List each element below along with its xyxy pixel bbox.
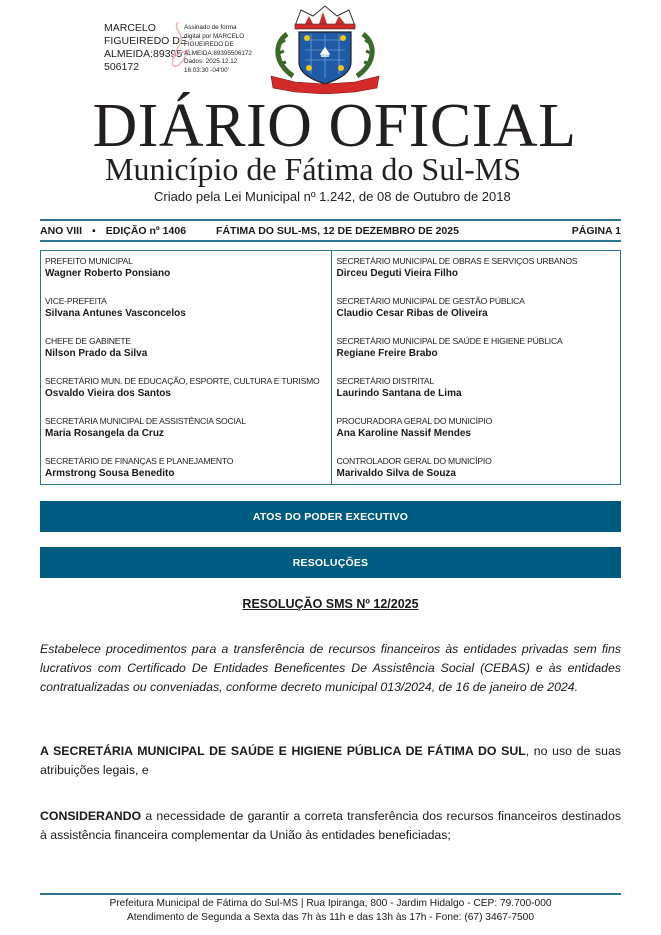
separator-bullet-icon: ▪	[92, 224, 96, 237]
official-role: SECRETÁRIO DISTRITAL	[336, 376, 435, 386]
page-footer	[0, 897, 661, 925]
digital-signature-details	[184, 24, 252, 75]
official-name: Maria Rosangela da Cruz	[45, 428, 164, 439]
coat-of-arms-icon	[265, 4, 385, 94]
official-name: Wagner Roberto Ponsiano	[45, 268, 171, 279]
official-entry	[45, 456, 327, 496]
official-name: Dirceu Deguti Vieira Filho	[336, 268, 459, 279]
resolution-considering	[40, 807, 621, 845]
official-name: Marivaldo Silva de Souza	[336, 468, 456, 479]
official-name: Regiane Freire Brabo	[336, 348, 438, 359]
edition-year: ANO VIII	[40, 224, 83, 237]
footer-hours: Atendimento de Segunda a Sexta das 7h às 11h e das 13h às 17h - Fone: (67) 3467-7500	[126, 912, 535, 923]
masthead-subtitle: Município de Fátima do Sul-MS	[105, 151, 521, 187]
edition-number: EDIÇÃO nº 1406	[105, 224, 187, 237]
considering-keyword: CONSIDERANDO	[40, 809, 142, 823]
resolution-preamble	[40, 742, 621, 780]
signature-detail-line: Dados: 2025.12.12	[184, 58, 238, 65]
official-entry	[337, 256, 617, 296]
official-entry	[45, 376, 327, 416]
official-name: Nilson Prado da Silva	[45, 348, 148, 359]
official-entry	[337, 296, 617, 336]
officials-column-right	[331, 251, 621, 484]
official-entry	[337, 376, 617, 416]
official-name: Laurindo Santana de Lima	[336, 388, 462, 399]
official-entry	[45, 416, 327, 456]
preamble-text: , no uso de suas atribuições legais, e	[40, 744, 621, 777]
signer-line: FIGUEIREDO DE	[104, 35, 187, 47]
official-role: SECRETÁRIO MUN. DE EDUCAÇÃO, ESPORTE, CULTURA E TURISMO	[45, 376, 320, 386]
signature-detail-line: Assinado de forma	[184, 24, 237, 31]
official-entry	[45, 336, 327, 376]
signer-line: ALMEIDA:89395	[104, 48, 183, 60]
footer-address: Prefeitura Municipal de Fátima do Sul-MS | Rua Ipiranga, 800 - Jardim Hidalgo - CEP: 79.700-000	[109, 898, 552, 909]
official-role: PREFEITO MUNICIPAL	[45, 256, 133, 266]
official-role: CONTROLADOR GERAL DO MUNICÍPIO	[336, 456, 492, 466]
signature-detail-line: FIGUEIREDO DE	[184, 41, 234, 48]
official-role: SECRETÁRIO MUNICIPAL DE SAÚDE E HIGIENE PÚBLICA	[336, 336, 563, 346]
section-heading-resolutions: RESOLUÇÕES	[40, 547, 621, 578]
officials-table	[40, 250, 621, 485]
officials-column-left	[41, 251, 331, 484]
page-number: PÁGINA 1	[571, 224, 621, 237]
official-name: Osvaldo Vieira dos Santos	[45, 388, 171, 399]
signature-detail-line: 16:03:30 -04'00'	[184, 66, 229, 74]
official-role: SECRETÁRIO MUNICIPAL DE GESTÃO PÚBLICA	[336, 296, 525, 306]
official-role: SECRETÁRIO DE FINANÇAS E PLANEJAMENTO	[45, 456, 234, 466]
footer-divider	[40, 893, 621, 895]
official-role: SECRETÁRIA MUNICIPAL DE ASSISTÊNCIA SOCIAL	[45, 416, 246, 426]
resolution-summary: Estabelece procedimentos para a transferência de recursos financeiros às entidades privadas sem fins lucrativos com Certificado De Entidades Beneficentes De Assistência Social (CEBAS) e às entidades contratualizadas ou conveniadas, conforme decreto municipal 013/2024, de 16 de janeiro de 2024.	[40, 642, 621, 694]
preamble-authority: A SECRETÁRIA MUNICIPAL DE SAÚDE E HIGIENE PÚBLICA DE FÁTIMA DO SUL	[40, 744, 526, 758]
official-role: VICE-PREFEITA	[45, 296, 107, 306]
official-entry	[337, 456, 617, 496]
section-heading-executive-acts: ATOS DO PODER EXECUTIVO	[40, 501, 621, 532]
official-role: SECRETÁRIO MUNICIPAL DE OBRAS E SERVIÇOS URBANOS	[336, 256, 578, 266]
considering-text: a necessidade de garantir a correta transferência dos recursos financeiros destinados à assistência financeira complementar da União às entidades beneficiadas;	[40, 809, 621, 842]
masthead-title: DIÁRIO OFICIAL	[92, 92, 577, 160]
official-entry	[45, 296, 327, 336]
signature-detail-line: ALMEIDA:89395506172	[184, 49, 252, 57]
official-entry	[337, 416, 617, 456]
resolution-title: RESOLUÇÃO SMS Nº 12/2025	[242, 597, 419, 611]
signer-line: 506172	[104, 61, 140, 73]
official-role: CHEFE DE GABINETE	[45, 336, 131, 346]
official-entry	[45, 256, 327, 296]
official-name: Claudio Cesar Ribas de Oliveira	[336, 308, 488, 319]
edition-place-date: FÁTIMA DO SUL-MS, 12 DE DEZEMBRO DE 2025	[216, 224, 459, 237]
official-name: Silvana Antunes Vasconcelos	[45, 308, 186, 319]
official-name: Ana Karoline Nassif Mendes	[336, 428, 471, 439]
official-role: PROCURADORA GERAL DO MUNICÍPIO	[336, 416, 493, 426]
official-entry	[337, 336, 617, 376]
edition-bar	[40, 219, 621, 242]
signature-detail-line: digital por MARCELO	[184, 32, 245, 40]
masthead-law: Criado pela Lei Municipal nº 1.242, de 08 de Outubro de 2018	[154, 189, 511, 204]
official-name: Armstrong Sousa Benedito	[45, 468, 175, 479]
signer-line: MARCELO	[104, 22, 156, 34]
